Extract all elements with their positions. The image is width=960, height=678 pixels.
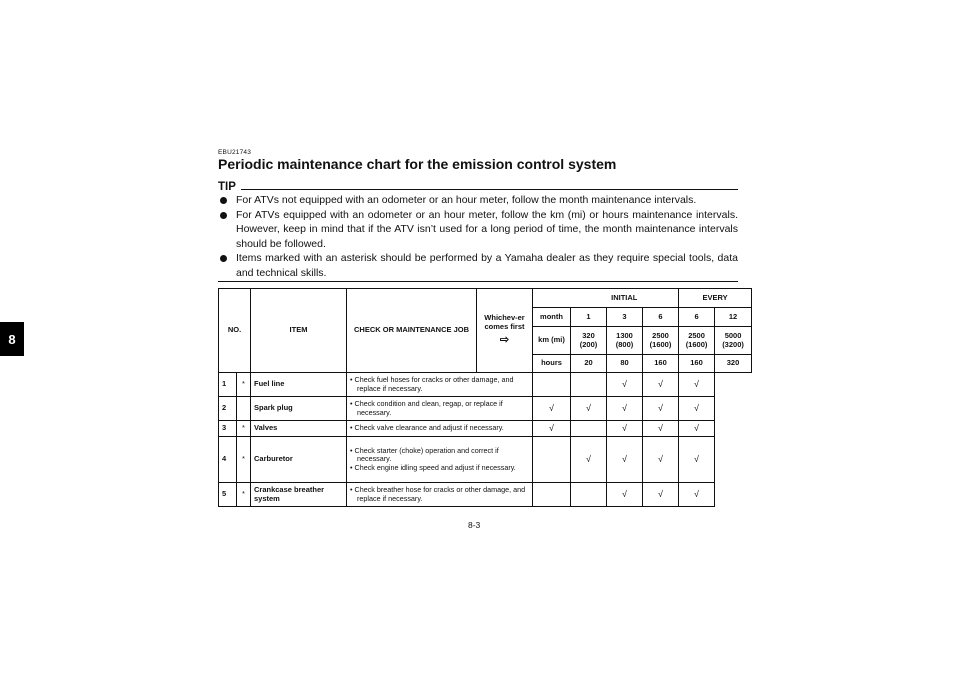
check-cell: √ bbox=[679, 421, 715, 437]
tip-divider-top bbox=[241, 189, 738, 190]
row-asterisk: * bbox=[237, 437, 251, 483]
table-row bbox=[219, 437, 752, 483]
row-asterisk bbox=[237, 397, 251, 421]
check-cell: √ bbox=[571, 397, 607, 421]
header-every: EVERY bbox=[679, 289, 752, 308]
check-cell: √ bbox=[679, 437, 715, 483]
job-line: • Check starter (choke) operation and correct if necessary. bbox=[350, 446, 499, 464]
check-cell: √ bbox=[643, 397, 679, 421]
interval-cell: 160 bbox=[643, 355, 679, 373]
job-line: • Check breather hose for cracks or other damage, and replace if necessary. bbox=[350, 485, 526, 503]
header-item: ITEM bbox=[251, 289, 347, 373]
interval-cell: 1300 (800) bbox=[607, 327, 643, 355]
job-line: • Check engine idling speed and adjust if necessary. bbox=[350, 462, 516, 472]
header-blank bbox=[533, 289, 571, 308]
row-no: 4 bbox=[219, 437, 237, 483]
interval-cell: 160 bbox=[679, 355, 715, 373]
check-cell: √ bbox=[533, 397, 571, 421]
table-row bbox=[219, 483, 752, 507]
row-job bbox=[347, 397, 533, 421]
header-whichever bbox=[477, 289, 533, 373]
table-row bbox=[219, 397, 752, 421]
row-job bbox=[347, 483, 533, 507]
tip-item: For ATVs equipped with an odometer or an hour meter, follow the km (mi) or hours maintenance intervals. However, keep in mind that if the ATV isn’t used for a long period of time, the month maintenance intervals should be followed. bbox=[218, 208, 738, 252]
check-cell: √ bbox=[643, 421, 679, 437]
table-row bbox=[219, 421, 752, 437]
row-asterisk: * bbox=[237, 483, 251, 507]
row-job bbox=[347, 437, 533, 483]
row-item: Spark plug bbox=[251, 397, 347, 421]
unit-cell: month bbox=[533, 308, 571, 327]
row-asterisk: * bbox=[237, 421, 251, 437]
arrow-right-icon: ⇨ bbox=[499, 334, 510, 347]
tip-item: Items marked with an asterisk should be performed by a Yamaha dealer as they require special tools, data and technical skills. bbox=[218, 251, 738, 280]
tip-list bbox=[218, 193, 738, 280]
check-cell bbox=[533, 483, 571, 507]
check-cell: √ bbox=[643, 437, 679, 483]
check-cell bbox=[533, 437, 571, 483]
row-item: Crankcase breather system bbox=[251, 483, 347, 507]
check-cell: √ bbox=[643, 373, 679, 397]
check-cell bbox=[533, 373, 571, 397]
check-cell: √ bbox=[607, 437, 643, 483]
check-cell: √ bbox=[679, 397, 715, 421]
check-cell: √ bbox=[607, 421, 643, 437]
row-job bbox=[347, 421, 533, 437]
header-initial: INITIAL bbox=[571, 289, 679, 308]
row-job bbox=[347, 373, 533, 397]
tip-divider-bottom bbox=[218, 281, 738, 282]
interval-cell: 5000 (3200) bbox=[715, 327, 752, 355]
job-line: • Check valve clearance and adjust if necessary. bbox=[350, 423, 504, 433]
check-cell bbox=[571, 483, 607, 507]
row-item: Valves bbox=[251, 421, 347, 437]
interval-cell: 3 bbox=[607, 308, 643, 327]
row-item: Fuel line bbox=[251, 373, 347, 397]
check-cell: √ bbox=[679, 373, 715, 397]
row-asterisk: * bbox=[237, 373, 251, 397]
interval-cell: 2500 (1600) bbox=[643, 327, 679, 355]
check-cell: √ bbox=[607, 373, 643, 397]
section-tab: 8 bbox=[0, 322, 24, 356]
maintenance-chart bbox=[218, 288, 752, 507]
tip-label: TIP bbox=[218, 181, 236, 193]
tip-item: For ATVs not equipped with an odometer or an hour meter, follow the month maintenance intervals. bbox=[218, 193, 738, 208]
job-line: • Check condition and clean, regap, or replace if necessary. bbox=[350, 399, 503, 417]
header-job: CHECK OR MAINTENANCE JOB bbox=[347, 289, 477, 373]
job-line: • Check fuel hoses for cracks or other damage, and replace if necessary. bbox=[350, 375, 514, 393]
doc-code: EBU21743 bbox=[218, 149, 252, 156]
interval-cell: 6 bbox=[679, 308, 715, 327]
check-cell bbox=[571, 421, 607, 437]
page-title: Periodic maintenance chart for the emission control system bbox=[218, 156, 617, 172]
row-no: 5 bbox=[219, 483, 237, 507]
page-number: 8-3 bbox=[468, 520, 481, 530]
interval-cell: 6 bbox=[643, 308, 679, 327]
interval-cell: 320 (200) bbox=[571, 327, 607, 355]
check-cell: √ bbox=[643, 483, 679, 507]
interval-cell: 80 bbox=[607, 355, 643, 373]
interval-cell: 12 bbox=[715, 308, 752, 327]
row-no: 1 bbox=[219, 373, 237, 397]
interval-cell: 1 bbox=[571, 308, 607, 327]
check-cell bbox=[571, 373, 607, 397]
interval-cell: 320 bbox=[715, 355, 752, 373]
row-no: 3 bbox=[219, 421, 237, 437]
table-row bbox=[219, 373, 752, 397]
check-cell: √ bbox=[533, 421, 571, 437]
row-item: Carburetor bbox=[251, 437, 347, 483]
whichever-text: Whichev-er comes first bbox=[484, 313, 525, 331]
interval-cell: 2500 (1600) bbox=[679, 327, 715, 355]
check-cell: √ bbox=[571, 437, 607, 483]
header-no: NO. bbox=[219, 289, 251, 373]
check-cell: √ bbox=[607, 397, 643, 421]
row-no: 2 bbox=[219, 397, 237, 421]
unit-cell: km (mi) bbox=[533, 327, 571, 355]
interval-cell: 20 bbox=[571, 355, 607, 373]
unit-cell: hours bbox=[533, 355, 571, 373]
check-cell: √ bbox=[607, 483, 643, 507]
check-cell: √ bbox=[679, 483, 715, 507]
